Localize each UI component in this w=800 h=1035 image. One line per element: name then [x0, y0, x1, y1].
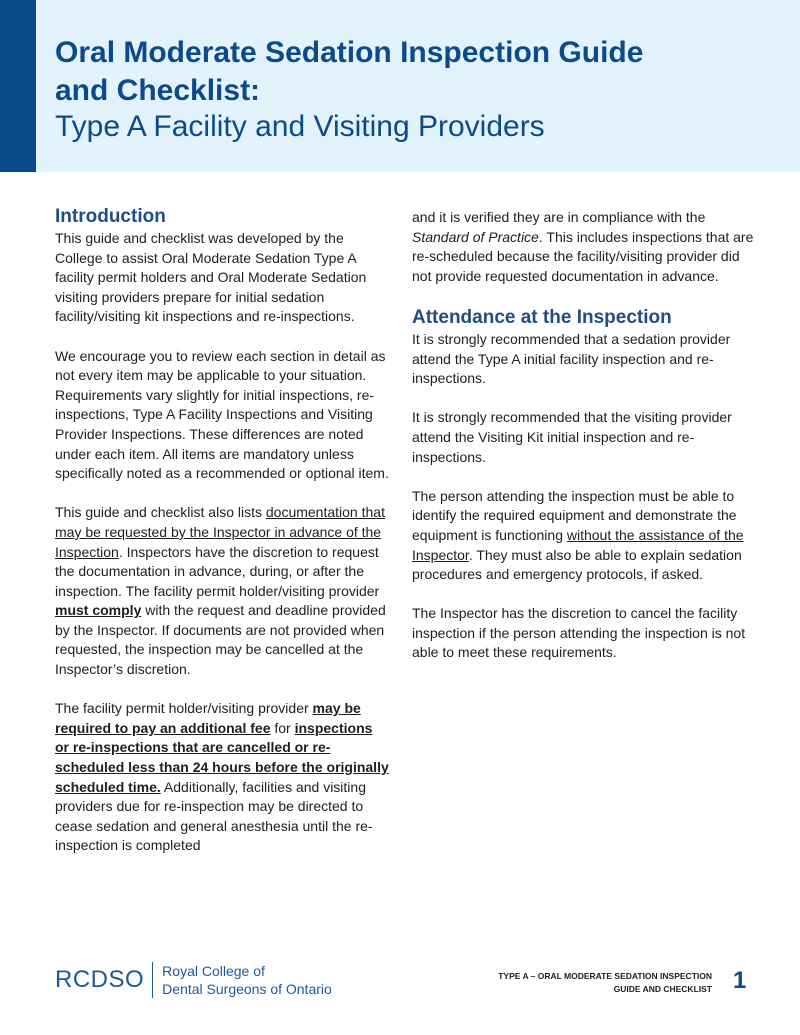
text: Additionally, facilities and visiting providers due for re-inspection may be directed to cease sedation and general anesthesia until the re-inspection is completed	[55, 778, 373, 854]
logo-organization-name	[162, 962, 332, 998]
intro-paragraph-3	[55, 503, 390, 679]
title-line-1: Oral Moderate Sedation Inspection Guide	[55, 36, 644, 69]
right-column	[412, 208, 757, 683]
text: with the request and deadline provided by the Inspector. If documents are not provided when requested, the inspection may be cancelled at the Inspector’s discretion.	[55, 602, 386, 678]
introduction-heading: Introduction	[55, 206, 166, 227]
attendance-paragraph-3	[412, 487, 757, 585]
page-number: 1	[733, 967, 747, 994]
left-column	[55, 205, 390, 876]
continued-paragraph	[412, 208, 757, 286]
without-assistance-link[interactable]: without the assistance of the Inspector	[412, 526, 744, 563]
logo-divider	[152, 962, 153, 998]
page-header	[0, 0, 800, 172]
standard-of-practice-title: Standard of Practice	[412, 228, 539, 245]
footer-document-title	[412, 970, 712, 996]
additional-fee-emphasis: may be required to pay an additional fee	[55, 700, 361, 736]
intro-paragraph-1: This guide and checklist was developed by the College to assist Oral Moderate Sedation Type A facility permit holders and Oral Moderate Sedation visiting providers prepare for initial sedation facility/visiting kit inspections and re-inspections.	[55, 230, 367, 325]
title-line-2: and Checklist:	[55, 74, 261, 107]
page-title	[55, 34, 775, 110]
text: The person attending the inspection must be able to identify the required equipment and demonstrate the equipment is functioning	[412, 487, 737, 543]
text: The facility permit holder/visiting provider	[55, 700, 313, 717]
attendance-paragraph-4: The Inspector has the discretion to cancel the facility inspection if the person attending the inspection is not able to meet these requirements.	[412, 605, 746, 661]
logo-line-2: Dental Surgeons of Ontario	[162, 981, 332, 997]
intro-paragraph-4	[55, 699, 390, 856]
attendance-heading: Attendance at the Inspection	[412, 306, 672, 328]
logo-line-1: Royal College of	[162, 963, 265, 979]
cancellation-emphasis: inspections or re-inspections that are cancelled or re-scheduled less than 24 hours before the originally scheduled time.	[55, 719, 389, 795]
text: . Inspectors have the discretion to request the documentation in advance, during, or after the inspection. The facility permit holder/visiting provider	[55, 543, 380, 599]
must-comply-emphasis: must comply	[55, 602, 142, 619]
text: This guide and checklist also lists	[55, 504, 266, 521]
footer-doc-line-2: GUIDE AND CHECKLIST	[613, 984, 712, 994]
text: . This includes inspections that are re-scheduled because the facility/visiting provider did not provide requested documentation in advance.	[412, 228, 754, 284]
rcdso-logo	[55, 960, 332, 1000]
header-accent-bar	[0, 0, 36, 172]
text: . They must also be able to explain sedation procedures and emergency protocols, if asked.	[412, 546, 742, 583]
text: and it is verified they are in compliance with the	[412, 209, 706, 225]
attendance-paragraph-1: It is strongly recommended that a sedation provider attend the Type A initial facility inspection and re-inspections.	[412, 330, 731, 387]
documentation-link[interactable]: documentation that may be requested by the Inspector in advance of the Inspection	[55, 504, 385, 560]
logo-abbreviation: RCDSO	[55, 966, 145, 993]
attendance-paragraph-2: It is strongly recommended that the visiting provider attend the Visiting Kit initial inspection and re-inspections.	[412, 409, 732, 465]
page-subtitle: Type A Facility and Visiting Providers	[55, 110, 545, 143]
intro-paragraph-2: We encourage you to review each section in detail as not every item may be applicable to your situation. Requirements vary slightly for initial inspections, re-inspections, Type A Facility Inspections and Visiting Provider Inspections. These differences are noted under each item. All items are mandatory unless specifically noted as a recommended or optional item.	[55, 347, 389, 482]
footer-doc-line-1: TYPE A – ORAL MODERATE SEDATION INSPECTION	[498, 971, 712, 981]
text: for	[270, 719, 295, 736]
